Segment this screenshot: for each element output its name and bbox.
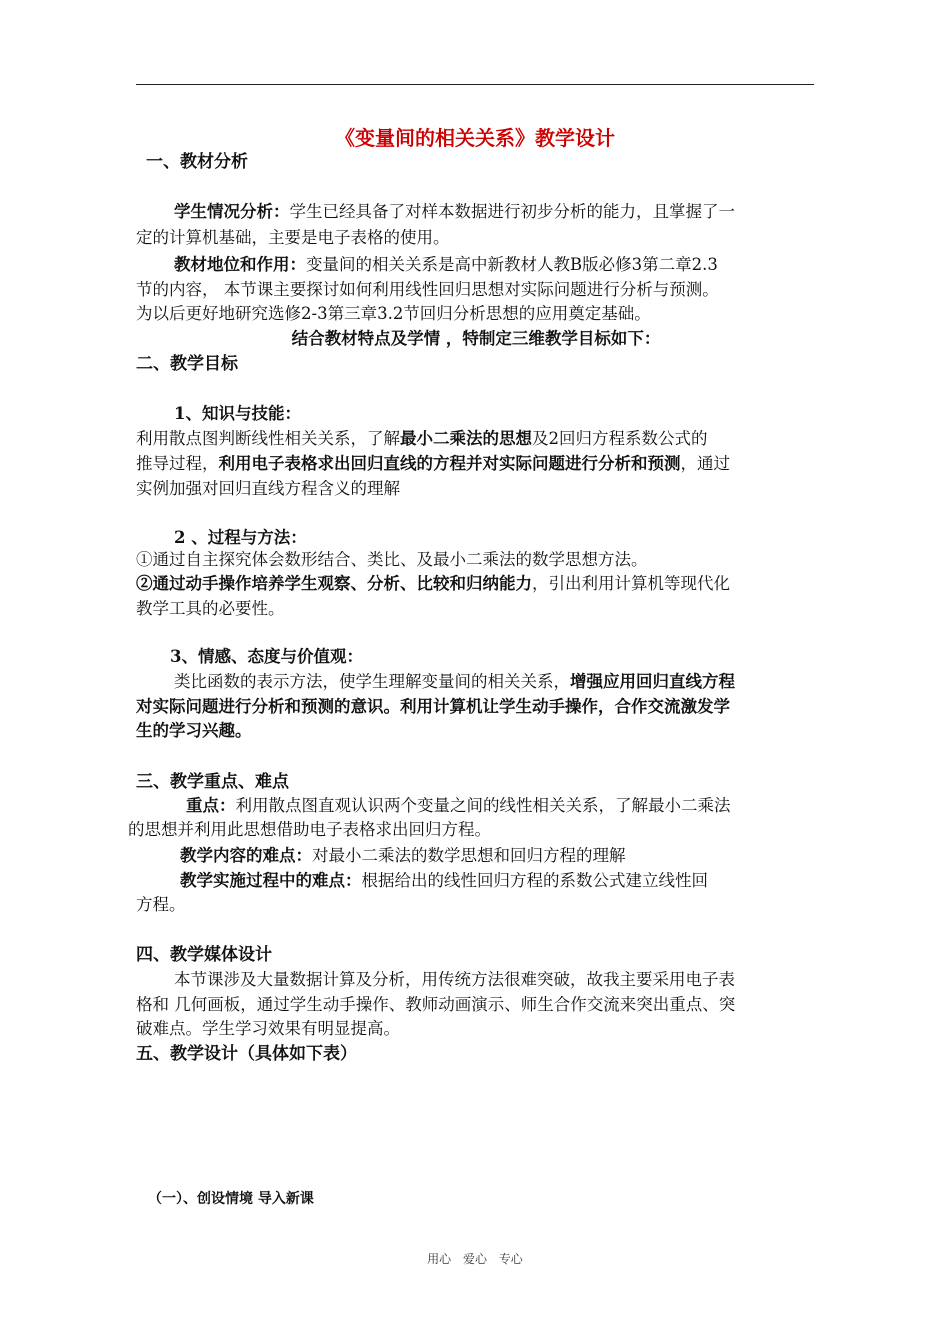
text: 推导过程， bbox=[136, 454, 219, 473]
label: 教学内容的难点： bbox=[180, 846, 312, 865]
paragraph-line: 格和 几何画板，通过学生动手操作、教师动画演示、师生合作交流来突出重点、突 bbox=[136, 995, 736, 1014]
label: 重点： bbox=[186, 796, 236, 815]
paragraph-line: 生的学习兴趣。 bbox=[136, 721, 252, 740]
paragraph-line: 本节课涉及大量数据计算及分析，用传统方法很难突破，故我主要采用电子表 bbox=[174, 970, 735, 989]
text: 利用散点图判断线性相关关系，了解 bbox=[136, 429, 400, 448]
paragraph-line: 对实际问题进行分析和预测的意识。利用计算机让学生动手操作，合作交流激发学 bbox=[136, 697, 730, 716]
emphasis: 增强应用回归直线方程 bbox=[570, 672, 735, 691]
document-title: 《变量间的相关关系》教学设计 bbox=[335, 126, 615, 150]
label: 学生情况分析： bbox=[174, 202, 290, 221]
emphasis: 最小二乘法的思想 bbox=[400, 429, 532, 448]
paragraph-student-analysis bbox=[174, 201, 816, 223]
label: 教材地位和作用： bbox=[174, 255, 306, 274]
emphasis: 利用电子表格求出回归直线的方程并对实际问题进行分析和预测 bbox=[218, 454, 681, 473]
text: 根据给出的线性回归方程的系数公式建立线性回 bbox=[361, 871, 708, 890]
paragraph-line: 为以后更好地研究选修2-3第三章3.2节回归分析思想的应用奠定基础。 bbox=[136, 304, 651, 323]
text: ，通过 bbox=[680, 454, 730, 473]
paragraph-difficulty-process bbox=[180, 870, 816, 892]
paragraph-key-point bbox=[186, 795, 816, 817]
header-rule bbox=[136, 84, 814, 85]
paragraph-line bbox=[136, 453, 816, 475]
paragraph-line: 方程。 bbox=[136, 895, 186, 914]
paragraph-line: ①通过自主探究体会数形结合、类比、及最小二乘法的数学思想方法。 bbox=[136, 550, 648, 569]
paragraph-line: 节的内容， 本节课主要探讨如何利用线性回归思想对实际问题进行分析与预测。 bbox=[136, 280, 719, 299]
text: ，引出利用计算机等现代化 bbox=[532, 574, 730, 593]
text: 利用散点图直观认识两个变量之间的线性相关关系，了解最小二乘法 bbox=[235, 796, 731, 815]
section-heading-5: 五、教学设计（具体如下表） bbox=[136, 1044, 357, 1064]
subheading-knowledge: 1、知识与技能： bbox=[174, 404, 301, 423]
paragraph-line: 实例加强对回归直线方程含义的理解 bbox=[136, 479, 400, 498]
subsection-heading: （一）、创设情境 导入新课 bbox=[148, 1191, 314, 1207]
subheading-emotion: 3、情感、态度与价值观： bbox=[170, 647, 363, 666]
paragraph-line: 破难点。学生学习效果有明显提高。 bbox=[136, 1019, 400, 1038]
emphasis: ②通过动手操作培养学生观察、分析、比较和归纳能力 bbox=[136, 574, 532, 593]
text: 学生已经具备了对样本数据进行初步分析的能力，且掌握了一 bbox=[289, 202, 735, 221]
text: 变量间的相关关系是高中新教材人教B版必修3第二章2.3 bbox=[306, 255, 718, 274]
page-footer: 用心 爱心 专心 bbox=[427, 1252, 523, 1266]
text: 对最小二乘法的数学思想和回归方程的理解 bbox=[312, 846, 626, 865]
text: 及2回归方程系数公式的 bbox=[532, 429, 708, 448]
paragraph-textbook-role bbox=[174, 254, 816, 276]
section-heading-4: 四、教学媒体设计 bbox=[136, 945, 272, 965]
paragraph-line: 定的计算机基础，主要是电子表格的使用。 bbox=[136, 228, 450, 247]
paragraph-line bbox=[136, 573, 816, 595]
paragraph-line: 的思想并利用此思想借助电子表格求出回归方程。 bbox=[128, 820, 491, 839]
subheading-process: 2 、过程与方法： bbox=[174, 528, 307, 547]
section-heading-3: 三、教学重点、难点 bbox=[136, 772, 289, 792]
section-heading-2: 二、教学目标 bbox=[136, 354, 238, 374]
section-heading-1: 一、教材分析 bbox=[146, 152, 248, 172]
label: 教学实施过程中的难点： bbox=[180, 871, 362, 890]
paragraph-line bbox=[136, 428, 816, 450]
paragraph-difficulty-content bbox=[180, 845, 816, 867]
paragraph-line: 教学工具的必要性。 bbox=[136, 599, 285, 618]
text: 类比函数的表示方法，使学生理解变量间的相关关系， bbox=[174, 672, 570, 691]
paragraph-line bbox=[174, 671, 816, 693]
centered-note: 结合教材特点及学情 ，特制定三维教学目标如下： bbox=[291, 329, 661, 348]
